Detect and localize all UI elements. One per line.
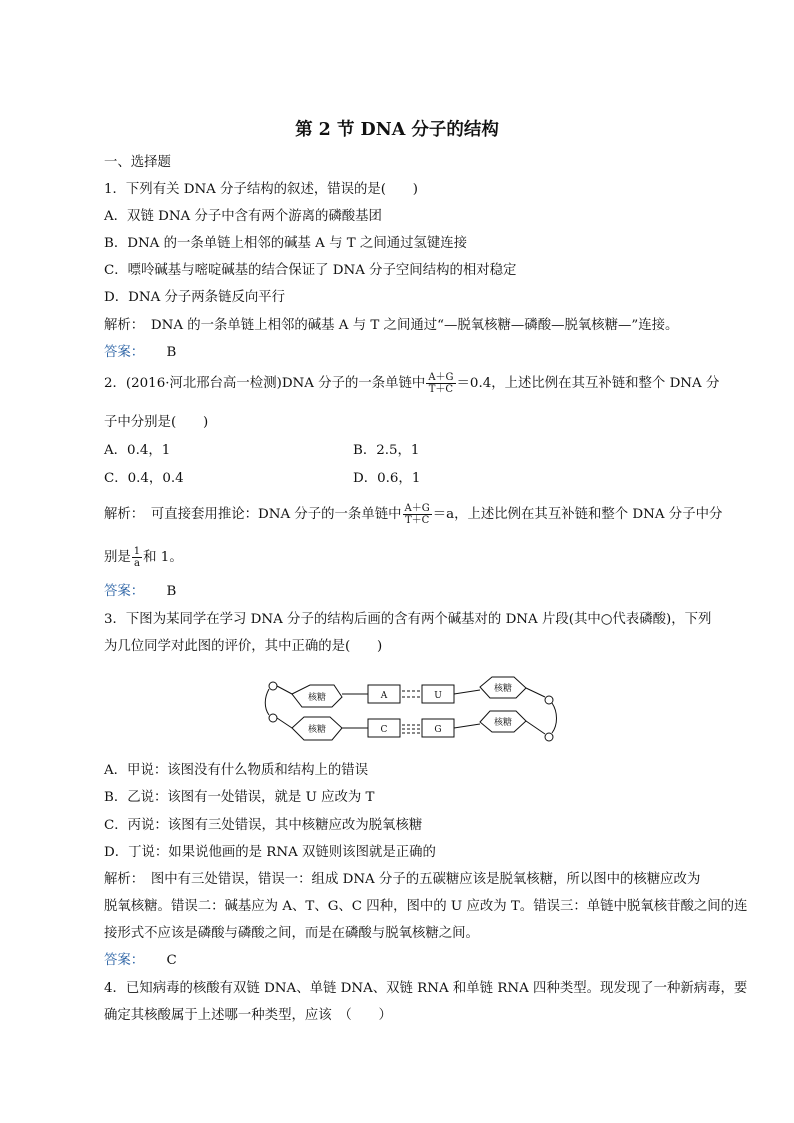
- answer-value: C: [166, 953, 177, 968]
- q2-analysis-line2-pre: 别是: [104, 550, 131, 565]
- q2-analysis-line2: [104, 546, 183, 569]
- backbone-bond: [277, 686, 292, 694]
- q2-stem: [104, 372, 719, 395]
- fraction-numerator: 1: [133, 546, 141, 557]
- sugar-label: 核糖: [307, 725, 327, 735]
- phosphate-circle: [545, 696, 553, 704]
- answer-value: B: [166, 584, 177, 599]
- answer-label: 答案：: [104, 953, 145, 968]
- q1-option-a: A．双链 DNA 分子中含有两个游离的磷酸基团: [104, 209, 382, 224]
- q3-option-d: D．丁说：如果说他画的是 RNA 双链则该图就是正确的: [104, 845, 436, 860]
- answer-label: 答案：: [104, 345, 145, 360]
- q1-analysis: 解析： DNA 的一条单链上相邻的碱基 A 与 T 之间通过“—脱氧核糖—磷酸—脱氧核糖—”连接。: [104, 318, 679, 333]
- base-label-g: G: [434, 725, 442, 735]
- q3-analysis-line2: 脱氧核糖。错误二：碱基应为 A、T、G、C 四种，图中的 U 应改为 T。错误三：单链中脱氧核苷酸之间的连: [104, 899, 748, 914]
- q2-stem-post: ＝0.4，上述比例在其互补链和整个 DNA 分: [456, 376, 720, 391]
- q1-option-d: D．DNA 分子两条链反向平行: [104, 290, 286, 305]
- fraction-numerator: A＋G: [428, 372, 454, 383]
- fraction-denominator: T＋C: [404, 515, 430, 526]
- fraction-numerator: A＋G: [404, 503, 430, 514]
- q2-options-row1: [104, 442, 704, 460]
- q1-option-b: B．DNA 的一条单链上相邻的碱基 A 与 T 之间通过氢键连接: [104, 236, 468, 251]
- sugar-label: 核糖: [307, 693, 327, 703]
- base-label-a: A: [380, 691, 388, 701]
- phosphate-circle: [269, 682, 277, 690]
- base-label-u: U: [434, 691, 442, 701]
- q3-analysis-line1: 解析： 图中有三处错误，错误一：组成 DNA 分子的五碳糖应该是脱氧核糖，所以图中的核糖应改为: [104, 872, 701, 887]
- hydrogen-bonds: [402, 691, 420, 733]
- backbone-bond: [526, 688, 545, 697]
- q3-analysis-line3: 接形式不应该是磷酸与磷酸之间，而是在磷酸与脱氧核糖之间。: [104, 926, 479, 941]
- backbone-bond: [265, 689, 269, 715]
- q2-analysis-pre: 解析： 可直接套用推论：DNA 分子的一条单链中: [104, 507, 402, 522]
- q2-stem-line2: 子中分别是( ): [104, 415, 209, 430]
- q2-option-b: B．2.5，1: [353, 443, 420, 458]
- q1-stem: 1．下列有关 DNA 分子结构的叙述，错误的是( ): [104, 182, 419, 197]
- sugar-label: 核糖: [493, 718, 513, 728]
- glycosidic-bond: [454, 724, 480, 728]
- q3-option-b: B．乙说：该图有一处错误，就是 U 应改为 T: [104, 790, 375, 805]
- q3-stem-line1: 3．下图为某同学在学习 DNA 分子的结构后画的含有两个碱基对的 DNA 片段(其中○代表磷酸)，下列: [104, 612, 712, 627]
- q3-stem-line2: 为几位同学对此图的评价，其中正确的是( ): [104, 639, 383, 654]
- q2-option-a: A．0.4，1: [104, 443, 171, 458]
- q2-analysis-line2-post: 和 1。: [143, 550, 183, 565]
- q1-option-c: C．嘌呤碱基与嘧啶碱基的结合保证了 DNA 分子空间结构的相对稳定: [104, 263, 517, 278]
- q2-option-c: C．0.4，0.4: [104, 471, 184, 486]
- base-label-c: C: [380, 725, 388, 735]
- section-heading: 一、选择题: [104, 155, 171, 170]
- phosphate-circle: [269, 714, 277, 722]
- backbone-bond: [526, 721, 545, 734]
- q1-answer: [104, 344, 176, 362]
- fraction-denominator: a: [133, 558, 140, 569]
- q3-answer: [104, 952, 177, 970]
- q2-option-d: D．0.6，1: [353, 471, 421, 486]
- sugar-label: 核糖: [493, 684, 513, 694]
- backbone-bond: [552, 703, 557, 733]
- q2-options-row2: [104, 470, 704, 488]
- q2-answer: [104, 583, 176, 601]
- q4-stem-line2: 确定其核酸属于上述哪一种类型，应该 （ ）: [104, 1008, 392, 1023]
- fraction-denominator: T＋C: [428, 384, 454, 395]
- q2-stem-pre: 2．(2016·河北邢台高一检测)DNA 分子的一条单链中: [104, 376, 426, 391]
- phosphate-circle: [545, 733, 553, 741]
- page-title: 第 2 节 DNA 分子的结构: [295, 120, 499, 140]
- q4-stem-line1: 4．已知病毒的核酸有双链 DNA、单链 DNA、双链 RNA 和单链 RNA 四种类型。现发现了一种新病毒，要: [104, 981, 748, 996]
- answer-value: B: [166, 345, 177, 360]
- q2-analysis-fraction-2: [132, 546, 142, 569]
- q2-fraction: [426, 372, 455, 395]
- q2-analysis: [104, 503, 722, 526]
- q3-option-c: C．丙说：该图有三处错误，其中核糖应改为脱氧核糖: [104, 818, 423, 833]
- backbone-bond: [277, 718, 292, 728]
- q2-analysis-fraction: [403, 503, 432, 526]
- q2-analysis-post: ＝a，上述比例在其互补链和整个 DNA 分子中分: [432, 507, 723, 522]
- q3-option-a: A．甲说：该图没有什么物质和结构上的错误: [104, 763, 369, 778]
- dna-fragment-diagram: [262, 670, 562, 750]
- answer-label: 答案：: [104, 584, 145, 599]
- glycosidic-bond: [454, 690, 480, 694]
